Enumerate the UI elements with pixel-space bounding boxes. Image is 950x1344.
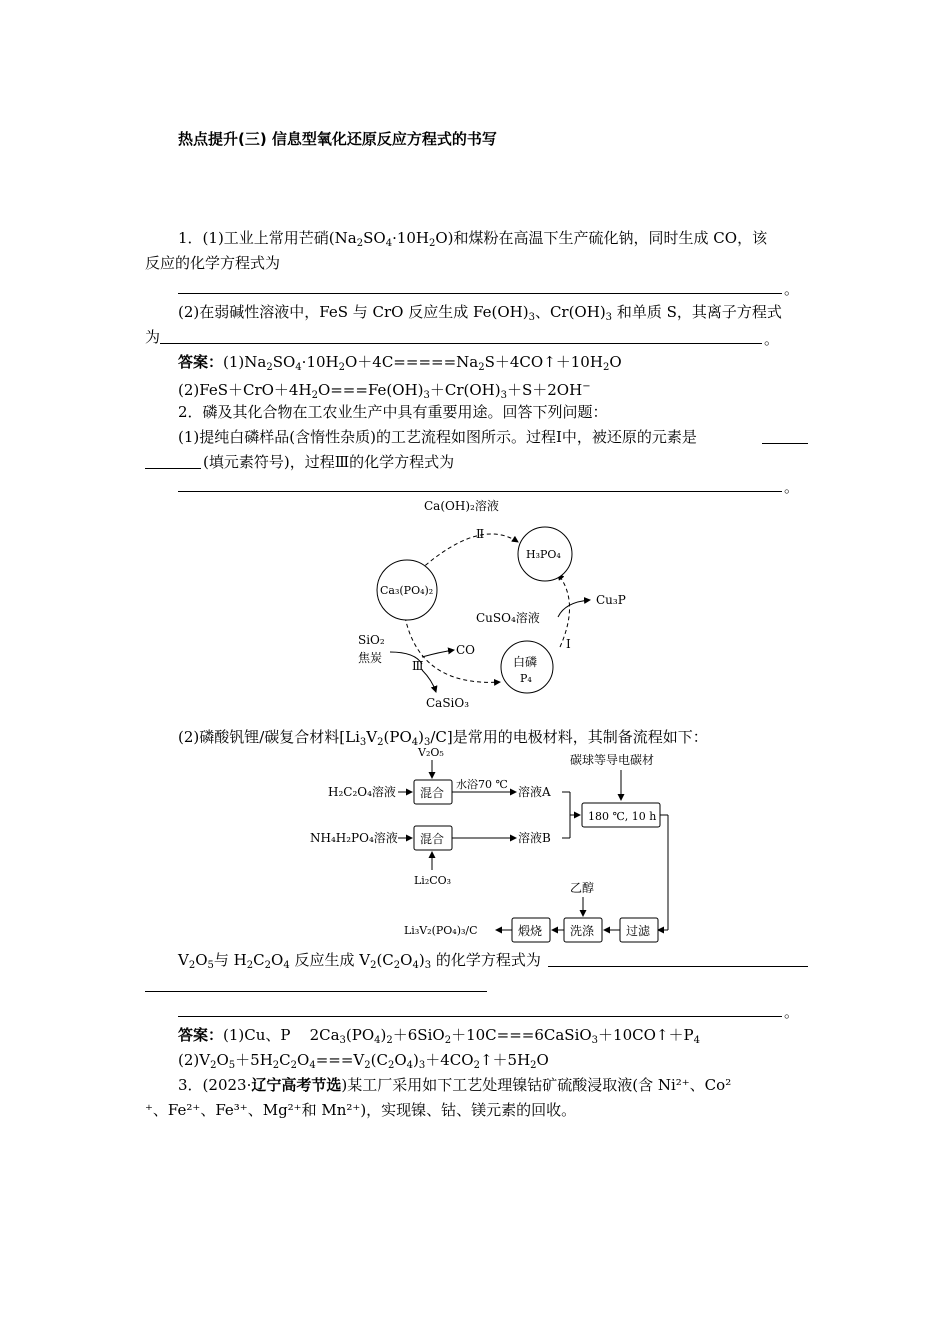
q1-line3: (2)在弱碱性溶液中，FeS 与 CrO 反应生成 $Fe(OH)_3$、$Cr(OH)_3$ 和单质 S，其离子方程式 xyxy=(178,303,782,323)
p4-name-label: 白磷 xyxy=(513,655,538,669)
step-3-label: Ⅲ xyxy=(412,659,424,673)
q1-line1: 1．(1)工业上常用芒硝$(Na_2SO_4\cdot 10H_2O)$和煤粉在高温下生产硫化钠，同时生成 CO，该 xyxy=(178,229,768,249)
q1-answer1: 答案：$(1)Na_2SO_4\cdot 10H_2O+4C=====Na_2S+4CO↑+10H_2O$ xyxy=(178,353,622,373)
q3-line2: ⁺、Fe²⁺、Fe³⁺、Mg²⁺和 Mn²⁺)，实现镍、钴、镁元素的回收。 xyxy=(145,1101,577,1119)
v2o5-label: V₂O₅ xyxy=(418,746,444,759)
q1-line2: 反应的化学方程式为 xyxy=(145,254,281,272)
sio2-label: SiO₂ xyxy=(358,633,385,647)
synthesis-flow-diagram xyxy=(300,742,710,948)
step-1-label: Ⅰ xyxy=(566,637,571,651)
solution-a-label: 溶液A xyxy=(518,785,551,799)
calcine-label: 煅烧 xyxy=(518,924,543,938)
q2-line3: (2)磷酸钒锂/碳复合材料$[Li_3V_2(PO_4)_3/C]$是常用的电极材料，其制备流程如下： xyxy=(178,728,708,748)
carbon-label: 碳球等导电碳材 xyxy=(570,753,655,767)
period: 。 xyxy=(764,330,780,348)
period: 。 xyxy=(784,280,800,298)
q2-line1: (1)提纯白磷样品(含惰性杂质)的工艺流程如图所示。过程Ⅰ中，被还原的元素是 xyxy=(178,428,697,446)
h2c2o4-label: H₂C₂O₄溶液 xyxy=(328,785,396,799)
solution-b-label: 溶液B xyxy=(518,831,551,845)
q3-line1: 3．(2023·辽宁高考节选)某工厂采用如下工艺处理镍钴矿硫酸浸取液(含 Ni²⁺、Co² xyxy=(178,1076,732,1094)
q2-line4: $V_2O_5$与 $H_2C_2O_4$ 反应生成 $V_2(C_2O_4)_3$ 的化学方程式为 xyxy=(178,951,541,971)
mix-2-label: 混合 xyxy=(420,832,445,846)
q2-answer2: $(2)V_2O_5+5H_2C_2O_4===V_2(C_2O_4)_3+4CO_2↑+5H_2O$ xyxy=(178,1051,549,1071)
answer-blank[interactable] xyxy=(145,467,201,469)
answer-blank[interactable] xyxy=(178,1015,782,1017)
answer-blank[interactable] xyxy=(178,292,782,294)
phosphorus-cycle-diagram xyxy=(340,492,640,712)
answer-blank[interactable] xyxy=(160,342,762,344)
ethanol-label: 乙醇 xyxy=(570,881,595,895)
cu3p-label: Cu₃P xyxy=(596,593,626,607)
casio3-label: CaSiO₃ xyxy=(426,696,470,710)
q2-line2: (填元素符号)，过程Ⅲ的化学方程式为 xyxy=(203,453,455,471)
q1-line4: 为 xyxy=(145,328,161,346)
coke-label: 焦炭 xyxy=(358,651,383,665)
co-label: CO xyxy=(456,643,476,657)
step-2-label: Ⅱ xyxy=(476,527,485,541)
page-title: 热点提升(三) 信息型氧化还原反应方程式的书写 xyxy=(178,130,497,148)
li2co3-label: Li₂CO₃ xyxy=(414,874,452,887)
p4-formula-label: P₄ xyxy=(520,672,532,685)
h3po4-label: H₃PO₄ xyxy=(526,548,561,561)
ca3po4-label: Ca₃(PO₄)₂ xyxy=(380,584,434,597)
answer-blank[interactable] xyxy=(762,442,808,444)
filter-label: 过滤 xyxy=(626,924,651,938)
period: 。 xyxy=(784,478,800,496)
ca-oh-label: Ca(OH)₂溶液 xyxy=(424,499,499,513)
wash-label: 洗涤 xyxy=(570,924,595,938)
answer-blank[interactable] xyxy=(548,965,808,967)
q2-answer1: 答案：(1)Cu、P $2Ca_3(PO_4)_2+6SiO_2+10C===6CaSiO_3+10CO↑+P_4$ xyxy=(178,1026,700,1046)
period: 。 xyxy=(784,1003,800,1021)
water-bath-label: 水浴70 ℃ xyxy=(456,778,508,791)
product-label: Li₃V₂(PO₄)₃/C xyxy=(404,924,478,937)
nh4h2po4-label: NH₄H₂PO₄溶液 xyxy=(310,831,398,845)
cuso4-label: CuSO₄溶液 xyxy=(476,611,540,625)
condition-label: 180 ℃, 10 h xyxy=(588,810,657,823)
q2-intro: 2．磷及其化合物在工农业生产中具有重要用途。回答下列问题： xyxy=(178,403,608,421)
mix-1-label: 混合 xyxy=(420,786,445,800)
answer-blank[interactable] xyxy=(145,990,487,992)
q1-answer2: $(2)FeS+CrO+4H_2O===Fe(OH)_3+Cr(OH)_3+S+2OH^-$ xyxy=(178,381,591,401)
